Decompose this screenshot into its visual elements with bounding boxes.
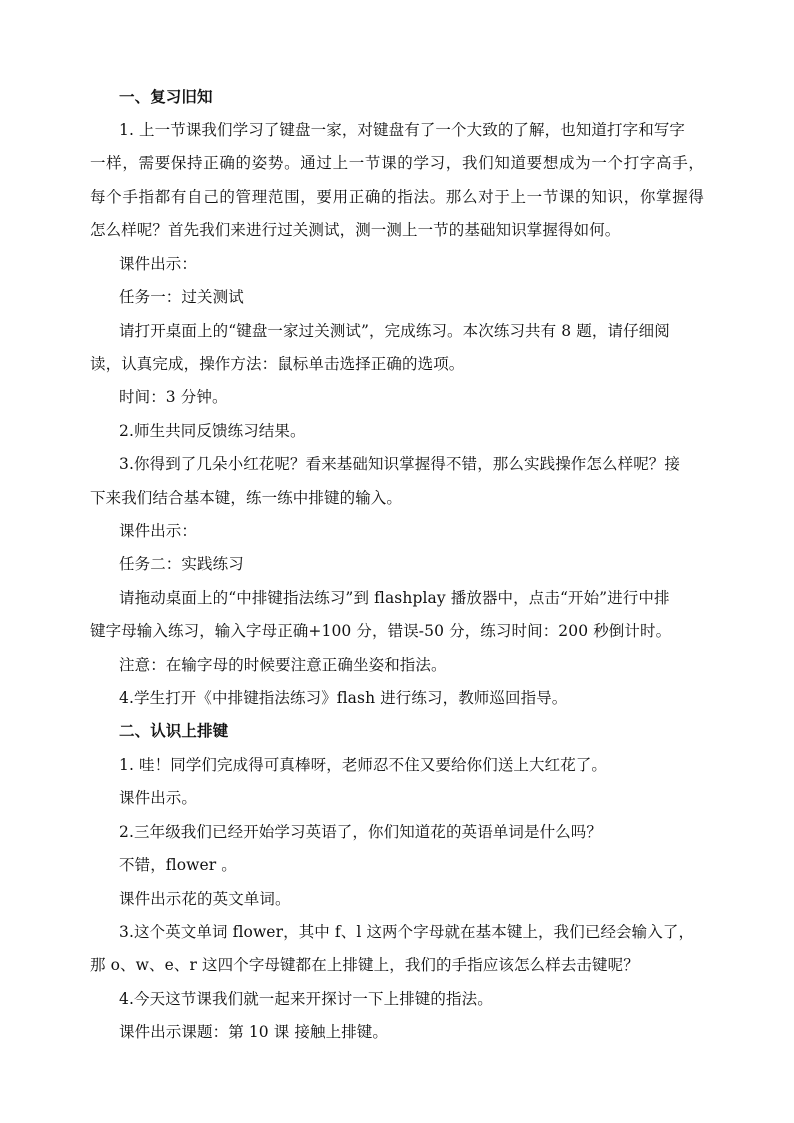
courseware-label: 课件出示。 [119,789,198,807]
section-heading-review: 一、复习旧知 [119,88,213,106]
task-label: 任务一：过关测试 [119,288,244,306]
paragraph-line: 下来我们结合基本键，练一练中排键的输入。 [90,489,403,507]
section-heading-top-row-keys: 二、认识上排键 [119,722,229,740]
list-item: 4.今天这节课我们就一起来开探讨一下上排键的指法。 [119,990,493,1008]
lesson-title-line: 课件出示课题：第 10 课 接触上排键。 [119,1023,389,1041]
paragraph-line: 怎么样呢？首先我们来进行过关测试，测一测上一节的基础知识掌握得如何。 [90,221,621,239]
list-item: 2.师生共同反馈练习结果。 [119,422,306,440]
courseware-label: 课件出示： [119,255,198,273]
courseware-label: 课件出示： [119,522,198,540]
paragraph-line: 一样，需要保持正确的姿势。通过上一节课的学习，我们知道要想成为一个打字高手， [90,154,704,172]
paragraph-line: 请拖动桌面上的“中排键指法练习”到 flashplay 播放器中，点击“开始”进行中排 [119,589,670,607]
paragraph-line: 请打开桌面上的“键盘一家过关测试”，完成练习。本次练习共有 8 题，请仔细阅 [119,322,670,340]
list-item: 3.你得到了几朵小红花呢？看来基础知识掌握得不错，那么实践操作怎么样呢？接 [119,455,680,473]
paragraph-line: 那 o、w、e、r 这四个字母键都在上排键上，我们的手指应该怎么样去击键呢？ [90,956,639,974]
list-item: 2.三年级我们已经开始学习英语了，你们知道花的英语单词是什么吗？ [119,823,602,841]
paragraph-line: 课件出示花的英文单词。 [119,890,291,908]
note-line: 注意：在输字母的时候要注意正确坐姿和指法。 [119,656,447,674]
task-label: 任务二：实践练习 [119,555,244,573]
time-line: 时间：3 分钟。 [119,388,228,406]
list-item: 1. 哇！同学们完成得可真棒呀，老师忍不住又要给你们送上大红花了。 [119,756,608,774]
list-item: 3.这个英文单词 flower，其中 f、l 这两个字母就在基本键上，我们已经会输入了， [119,923,695,941]
list-item: 4.学生打开《中排键指法练习》flash 进行练习，教师巡回指导。 [119,689,568,707]
answer-line: 不错，flower 。 [119,856,237,874]
paragraph-line: 1. 上一节课我们学习了键盘一家，对键盘有了一个大致的了解，也知道打字和写字 [119,121,686,139]
paragraph-line: 读，认真完成，操作方法：鼠标单击选择正确的选项。 [90,355,465,373]
paragraph-line: 键字母输入练习，输入字母正确+100 分，错误-50 分，练习时间：200 秒倒计时。 [90,622,672,640]
paragraph-line: 每个手指都有自己的管理范围，要用正确的指法。那么对于上一节课的知识，你掌握得 [90,188,704,206]
